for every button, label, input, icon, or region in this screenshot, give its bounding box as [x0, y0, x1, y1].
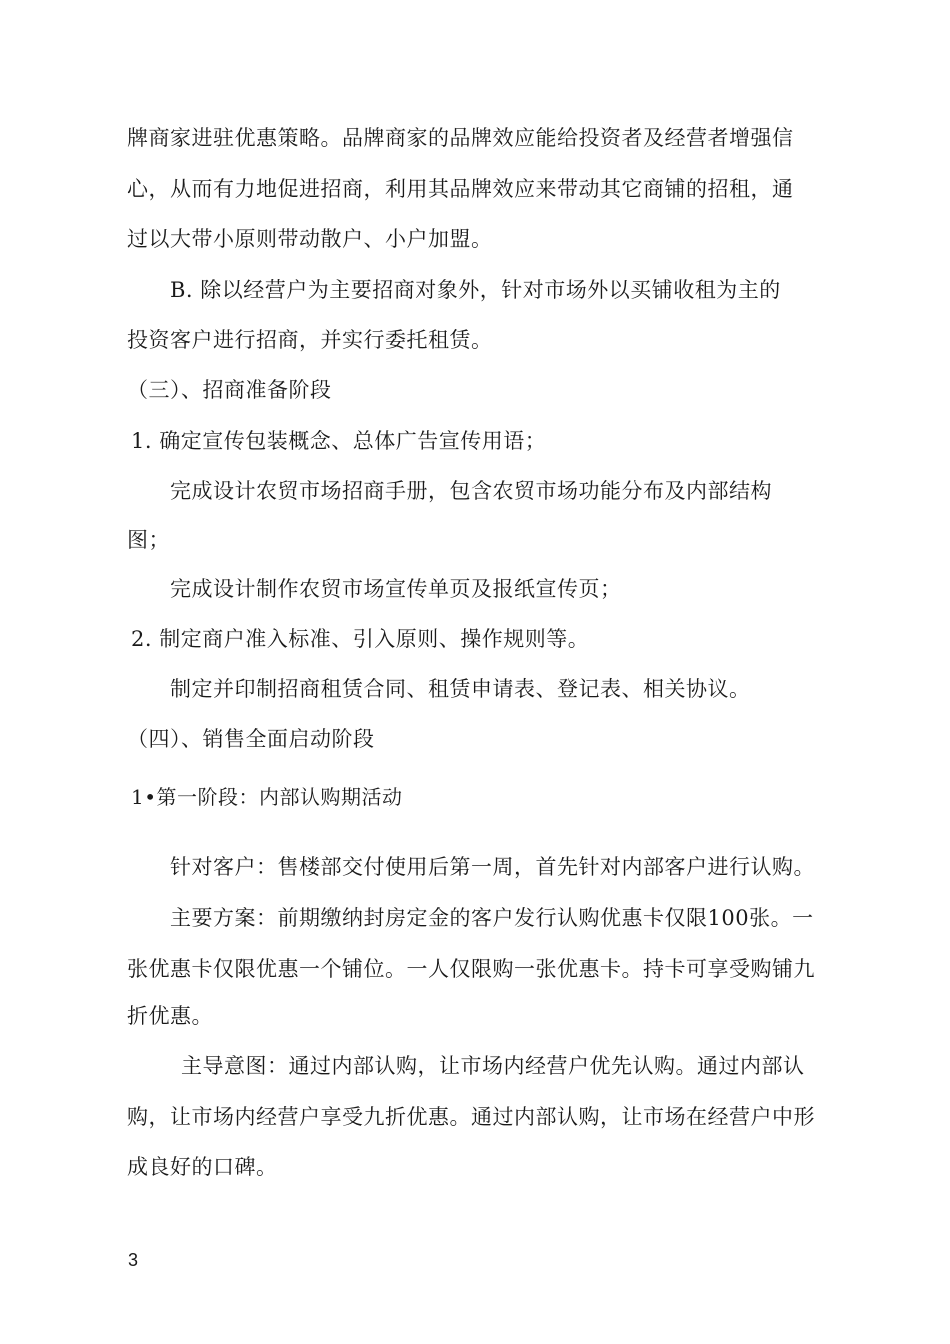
- paragraph-line: B. 除以经营户为主要招商对象外，针对市场外以买铺收租为主的: [170, 278, 781, 302]
- paragraph-line: 制定并印制招商租赁合同、租赁申请表、登记表、相关协议。: [170, 677, 751, 701]
- paragraph-line: 成良好的口碑。: [127, 1155, 278, 1179]
- list-item: 2. 制定商户准入标准、引入原则、操作规则等。: [131, 627, 590, 651]
- page-number: 3: [128, 1250, 139, 1270]
- paragraph-line: 完成设计农贸市场招商手册，包含农贸市场功能分布及内部结构: [170, 479, 772, 503]
- paragraph-line: 购，让市场内经营户享受九折优惠。通过内部认购，让市场在经营户中形: [127, 1105, 815, 1129]
- paragraph-line: 针对客户：售楼部交付使用后第一周，首先针对内部客户进行认购。: [170, 855, 815, 879]
- section-heading: （三）、招商准备阶段: [127, 378, 332, 402]
- paragraph-line: 完成设计制作农贸市场宣传单页及报纸宣传页；: [170, 577, 622, 601]
- list-item: 1•第一阶段：内部认购期活动: [131, 785, 403, 809]
- paragraph-line: 图；: [127, 528, 170, 552]
- list-item: 1. 确定宣传包装概念、总体广告宣传用语；: [131, 429, 547, 453]
- paragraph-line: 过以大带小原则带动散户、小户加盟。: [127, 227, 493, 251]
- paragraph-line: 张优惠卡仅限优惠一个铺位。一人仅限购一张优惠卡。持卡可享受购铺九: [127, 957, 815, 981]
- paragraph-line: 主导意图：通过内部认购，让市场内经营户优先认购。通过内部认: [181, 1054, 805, 1078]
- paragraph-line: 投资客户进行招商，并实行委托租赁。: [127, 328, 493, 352]
- section-heading: （四）、销售全面启动阶段: [127, 727, 375, 751]
- paragraph-line: 牌商家进驻优惠策略。品牌商家的品牌效应能给投资者及经营者增强信: [127, 126, 794, 150]
- paragraph-line: 心，从而有力地促进招商，利用其品牌效应来带动其它商铺的招租，通: [127, 177, 794, 201]
- paragraph-line: 主要方案：前期缴纳封房定金的客户发行认购优惠卡仅限100张。一: [170, 906, 814, 930]
- paragraph-line: 折优惠。: [127, 1004, 213, 1028]
